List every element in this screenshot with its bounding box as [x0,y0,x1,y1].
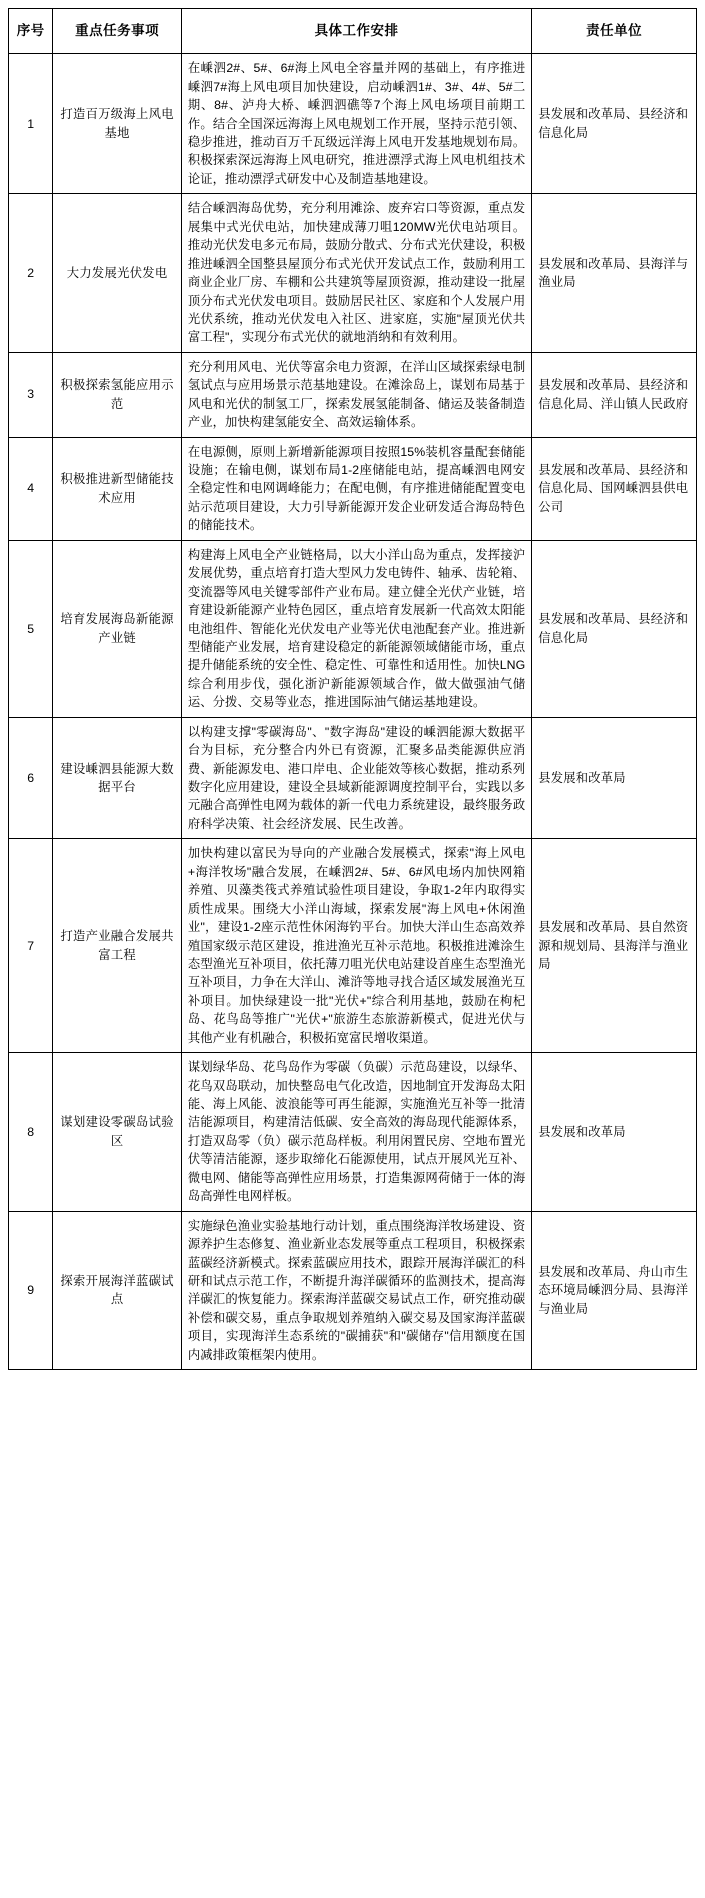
cell-item: 打造产业融合发展共富工程 [53,839,181,1053]
cell-item: 大力发展光伏发电 [53,194,181,353]
table-body [9,54,697,1370]
table-header [9,9,697,54]
cell-seq: 4 [9,437,53,540]
cell-unit: 县发展和改革局、县经济和信息化局 [532,540,697,717]
cell-seq: 9 [9,1211,53,1370]
table-row [9,54,697,194]
cell-item: 打造百万级海上风电基地 [53,54,181,194]
cell-item: 培育发展海岛新能源产业链 [53,540,181,717]
table-header-row [9,9,697,54]
cell-detail: 加快构建以富民为导向的产业融合发展模式，探索"海上风电+海洋牧场"融合发展，在嵊泗2#、5#、6#风电场内加快网箱养殖、贝藻类筏式养殖试验性项目建设，争取1-2年内取得实质性成果。围绕大小洋山海域，探索发展"海上风电+休闲渔业"，建设1-2座示范性休闲海钓平台。加快大洋山生态高效养殖国家级示范区建设，推进渔光互补示范地。积极推进滩涂生态型渔光互补项目，依托薄刀咀光伏电站建设首座生态型渔光互补项目，力争在大洋山、滩浒等地寻找合适区域发展渔光互补项目。加快绿建设一批"光伏+"综合利用基地，鼓励在枸杞岛、花鸟岛等推广"光伏+"旅游生态旅游新模式，促进光伏与其他产业有机融合，积极拓宽富民增收渠道。 [181,839,531,1053]
cell-unit: 县发展和改革局 [532,1053,697,1212]
cell-unit: 县发展和改革局、县海洋与渔业局 [532,194,697,353]
cell-detail: 在嵊泗2#、5#、6#海上风电全容量并网的基础上，有序推进嵊泗7#海上风电项目加快建设，启动嵊泗1#、3#、4#、5#二期、8#、泸舟大桥、嵊泗泗礁等7个海上风电场项目前期工作。结合全国深远海海上风电规划工作开展，坚持示范引领、稳步推进，推动百万千瓦级远洋海上风电开发基地规划布局。积极探索深远海海上风电研究，推进漂浮式海上风电机组技术论证，推动漂浮式研发中心及制造基地建设。 [181,54,531,194]
column-header-seq: 序号 [9,9,53,54]
cell-detail: 谋划绿华岛、花鸟岛作为零碳（负碳）示范岛建设，以绿华、花鸟双岛联动，加快整岛电气化改造，因地制宜开发海岛太阳能、海上风能、波浪能等可再生能源，实施渔光互补等一批清洁能源项目，构建清洁低碳、安全高效的海岛现代能源体系，打造双岛零（负）碳示范岛样板。利用闲置民房、空地布置光伏等清洁能源，逐步取缔化石能源使用，试点开展风光互补、微电网、储能等高弹性应用场景，打造集源网荷储于一体的海岛高弹性电网样板。 [181,1053,531,1212]
table-row [9,1211,697,1370]
cell-item: 探索开展海洋蓝碳试点 [53,1211,181,1370]
cell-unit: 县发展和改革局 [532,717,697,839]
cell-unit: 县发展和改革局、县经济和信息化局、洋山镇人民政府 [532,352,697,437]
cell-detail: 充分利用风电、光伏等富余电力资源，在洋山区域探索绿电制氢试点与应用场景示范基地建设。在滩涂岛上，谋划布局基于风电和光伏的制氢工厂，探索发展氢能制备、储运及装备制造产业，加快构建氢能安全、高效运输体系。 [181,352,531,437]
cell-detail: 构建海上风电全产业链格局，以大小洋山岛为重点，发挥接沪发展优势，重点培育打造大型风力发电铸件、轴承、齿轮箱、变流器等风电关键零部件产业布局。建立健全光伏产业链，培育建设新能源产业特色园区，重点培育发展新一代高效太阳能电池组件、智能化光伏发电产业等光伏电池配套产业。推进新型储能产业发展，培育建设稳定的新能源领域储能市场，重点提升储能系统的安全性、稳定性、可靠性和适用性。加快LNG综合利用步伐，强化浙沪新能源领域合作，做大做强油气储运、分拨、交易等业态，推进国际油气储运基地建设。 [181,540,531,717]
cell-item: 谋划建设零碳岛试验区 [53,1053,181,1212]
cell-seq: 7 [9,839,53,1053]
cell-detail: 以构建支撑"零碳海岛"、"数字海岛"建设的嵊泗能源大数据平台为目标，充分整合内外已有资源，汇聚多品类能源供应消费、新能源发电、港口岸电、企业能效等核心数据，推动系列数字化应用建设，建设全县域新能源调度控制平台，实践以多元融合高弹性电网为载体的新一代电力系统建设，最终服务政府科学决策、社会经济发展、民生改善。 [181,717,531,839]
cell-seq: 1 [9,54,53,194]
key-tasks-table [8,8,697,1370]
table-row [9,437,697,540]
cell-seq: 5 [9,540,53,717]
table-row [9,717,697,839]
cell-detail: 在电源侧，原则上新增新能源项目按照15%装机容量配套储能设施；在输电侧，谋划布局1-2座储能电站，提高嵊泗电网安全稳定性和电网调峰能力；在配电侧，有序推进储能配置变电站示范项目建设，大力引导新能源开发企业研发适合海岛特色的储能技术。 [181,437,531,540]
cell-item: 积极探索氢能应用示范 [53,352,181,437]
cell-seq: 2 [9,194,53,353]
table-row [9,540,697,717]
cell-unit: 县发展和改革局、舟山市生态环境局嵊泗分局、县海洋与渔业局 [532,1211,697,1370]
cell-item: 积极推进新型储能技术应用 [53,437,181,540]
cell-unit: 县发展和改革局、县经济和信息化局、国网嵊泗县供电公司 [532,437,697,540]
cell-detail: 结合嵊泗海岛优势，充分利用滩涂、废弃宕口等资源，重点发展集中式光伏电站，加快建成薄刀咀120MW光伏电站项目。推动光伏发电多元布局，鼓励分散式、分布式光伏建设，积极推进嵊泗全国整县屋顶分布式光伏开发试点工作，鼓励利用工商业企业厂房、车棚和公共建筑等屋顶资源，推动建设一批屋顶分布式光伏发电项目。鼓励居民社区、家庭和个人发展户用光伏系统，推动光伏发电入社区、进家庭，实施"屋顶光伏共富工程"，实现分布式光伏的就地消纳和有效利用。 [181,194,531,353]
cell-unit: 县发展和改革局、县经济和信息化局 [532,54,697,194]
table-row [9,839,697,1053]
column-header-detail: 具体工作安排 [181,9,531,54]
cell-seq: 8 [9,1053,53,1212]
table-row [9,194,697,353]
table-row [9,352,697,437]
cell-detail: 实施绿色渔业实验基地行动计划，重点围绕海洋牧场建设、资源养护生态修复、渔业新业态发展等重点工程项目，积极探索蓝碳经济新模式。探索蓝碳应用技术，跟踪开展海洋碳汇的科研和试点示范工作，不断提升海洋碳循环的监测技术，提高海洋碳汇的恢复能力。探索海洋蓝碳交易试点工作，研究推动碳补偿和碳交易，重点争取规划养殖纳入碳交易及国家海洋蓝碳项目，实现海洋生态系统的"碳捕获"和"碳储存"信用额度在国内减排政策框架内使用。 [181,1211,531,1370]
column-header-unit: 责任单位 [532,9,697,54]
cell-item: 建设嵊泗县能源大数据平台 [53,717,181,839]
table-row [9,1053,697,1212]
cell-seq: 6 [9,717,53,839]
cell-seq: 3 [9,352,53,437]
cell-unit: 县发展和改革局、县自然资源和规划局、县海洋与渔业局 [532,839,697,1053]
column-header-item: 重点任务事项 [53,9,181,54]
